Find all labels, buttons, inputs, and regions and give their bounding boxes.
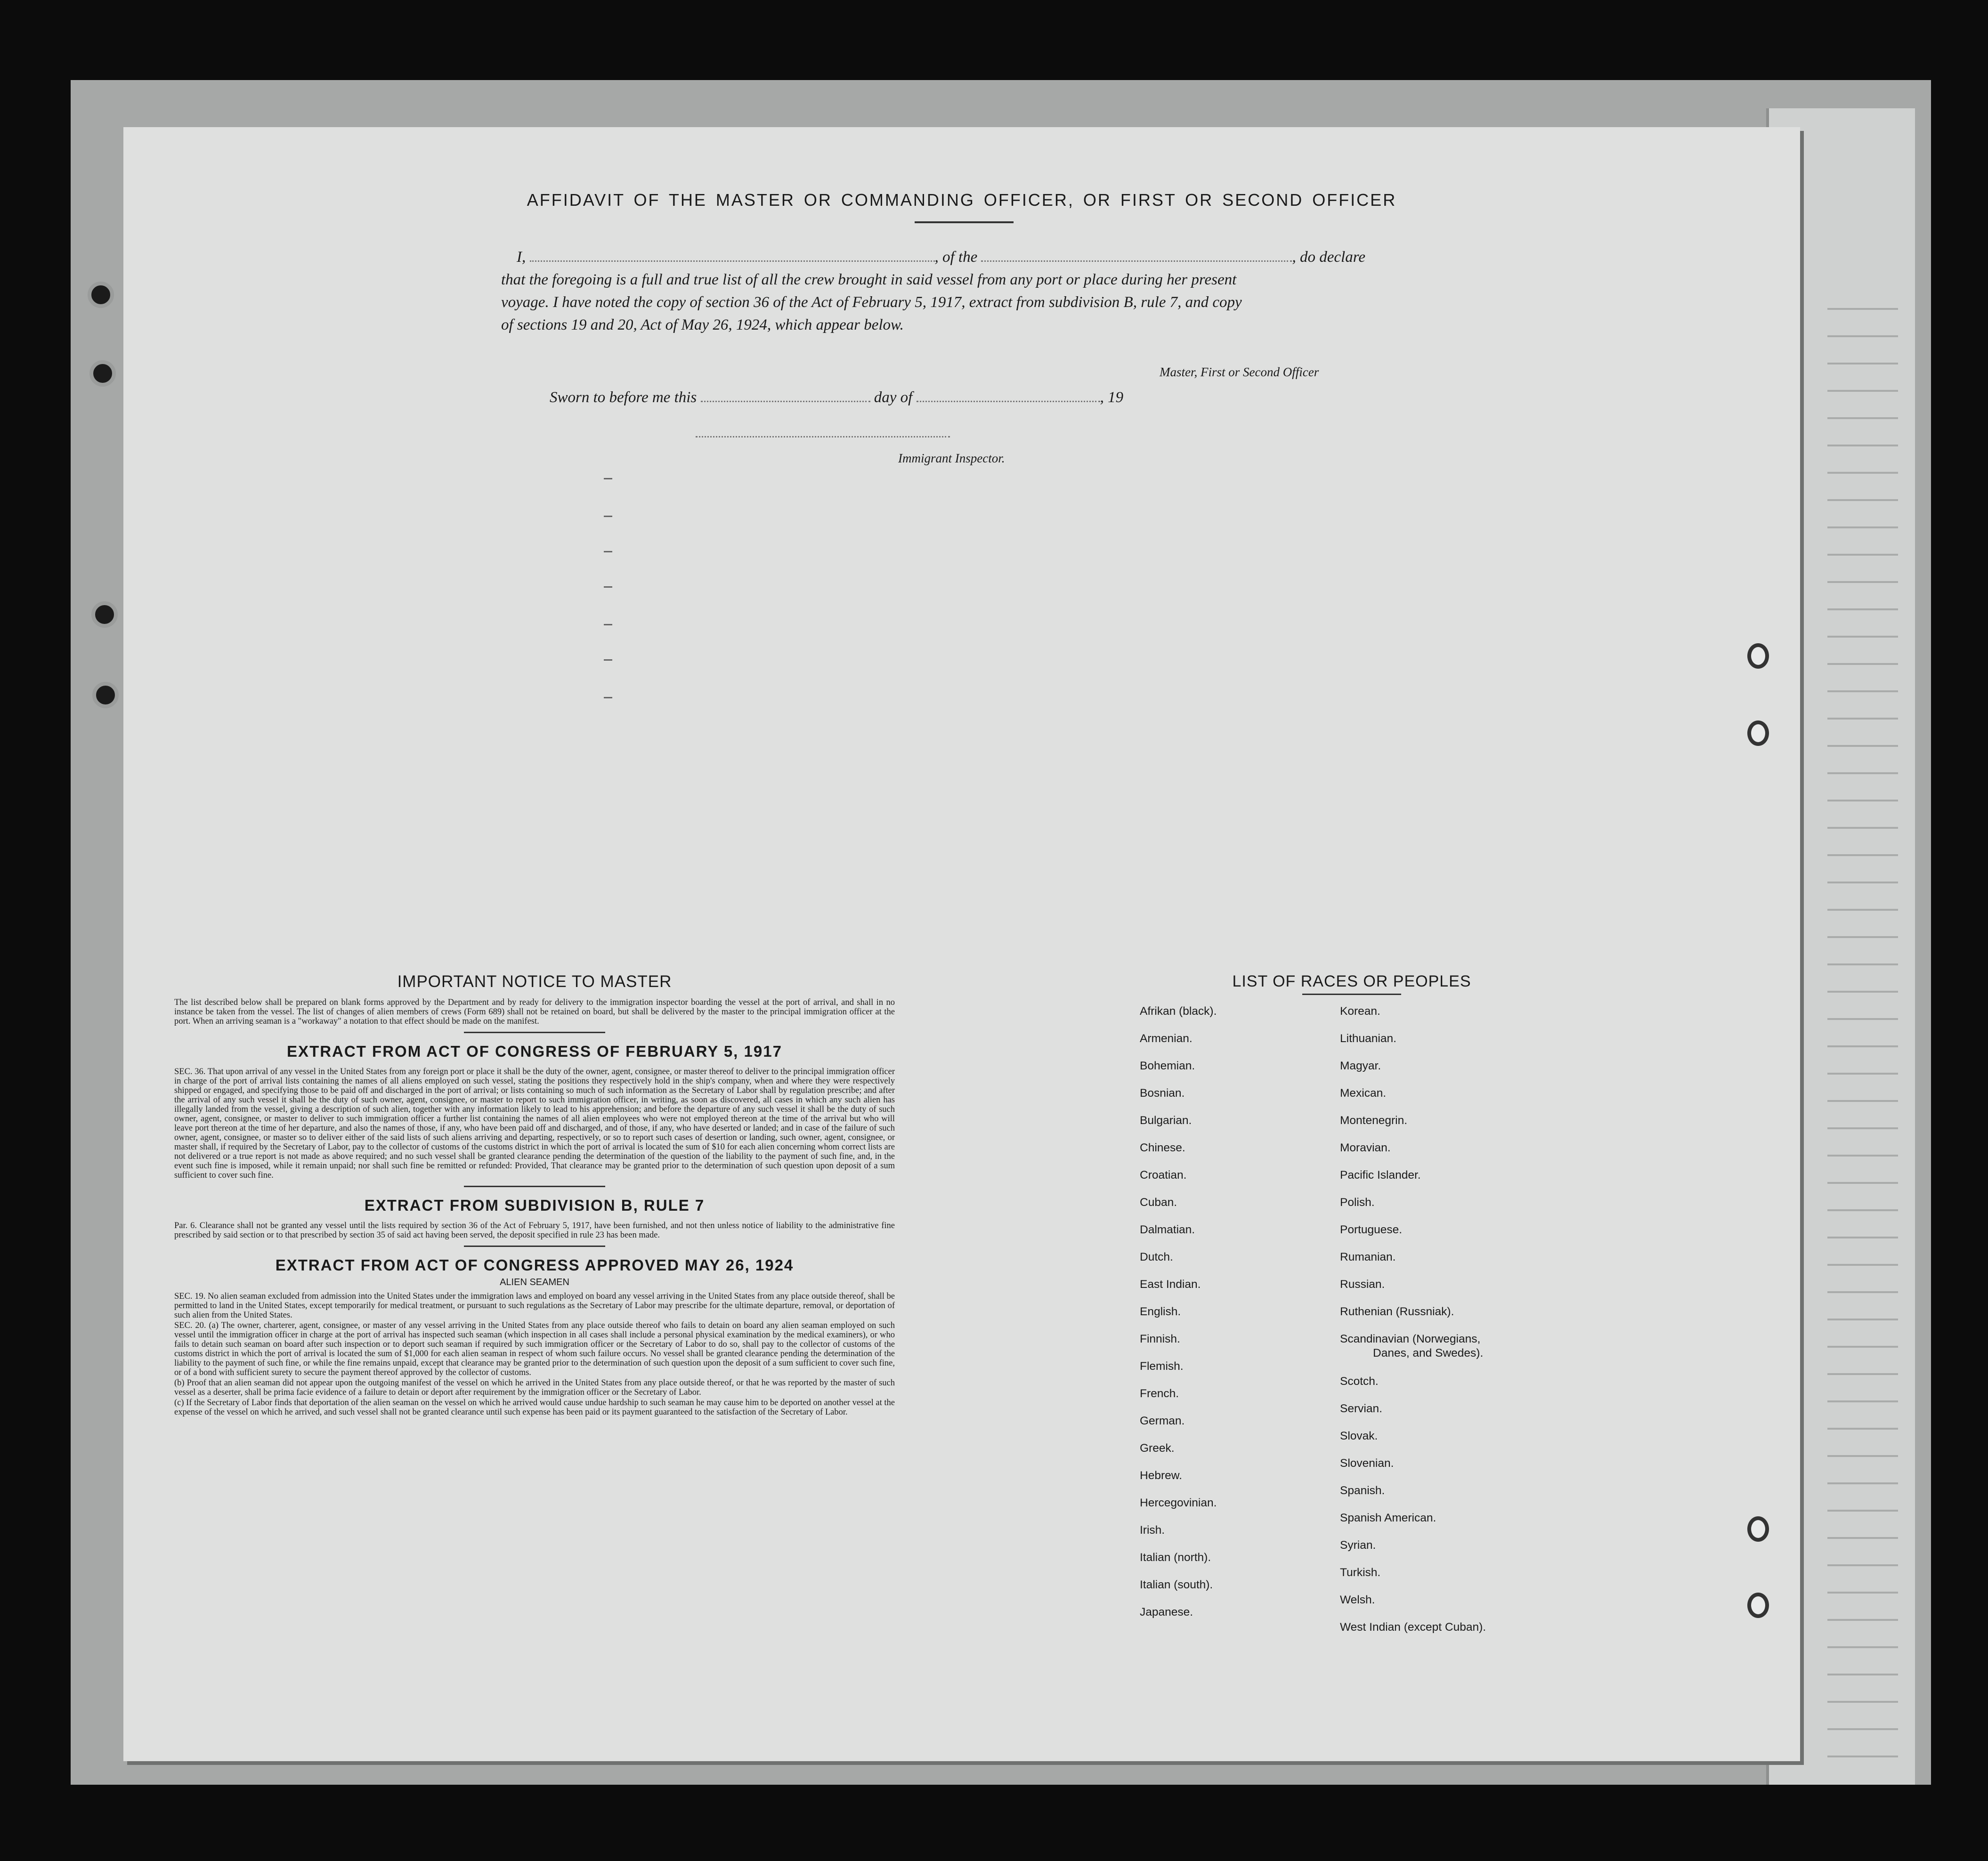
declaration-line-3: voyage. I have noted the copy of section 36 of the Act of February 5, 1917, extract from subdivision B, rule 7, and copy (501, 294, 1242, 311)
margin-tick (604, 697, 612, 698)
ruled-sheet-edge (1827, 283, 1898, 1780)
section-divider (464, 1246, 605, 1247)
race-item: Greek. (1140, 1442, 1175, 1455)
binder-hole (89, 360, 116, 387)
race-item: Italian (north). (1140, 1551, 1211, 1564)
race-item: Moravian. (1340, 1141, 1391, 1154)
race-item: Magyar. (1340, 1060, 1381, 1072)
race-item: Rumanian. (1340, 1251, 1396, 1263)
race-item: Slovenian. (1340, 1456, 1394, 1470)
margin-tick (604, 624, 612, 625)
race-item: Bohemian. (1140, 1060, 1195, 1072)
inspector-signature-field[interactable] (696, 422, 950, 437)
do-declare-label: , do declare (1292, 249, 1365, 266)
declaration-line-4: of sections 19 and 20, Act of May 26, 1924, which appear below. (501, 316, 904, 333)
document-page (123, 127, 1800, 1761)
title-rule (915, 221, 1014, 223)
binder-hole (1747, 643, 1769, 669)
race-item: Croatian. (1140, 1169, 1187, 1181)
margin-tick (604, 586, 612, 588)
races-list (1140, 972, 1564, 1634)
race-item: Finnish. (1140, 1333, 1180, 1345)
race-item: Japanese. (1140, 1606, 1193, 1618)
race-item: Spanish American. (1340, 1511, 1436, 1524)
race-item: Dalmatian. (1140, 1223, 1195, 1236)
binder-hole (1747, 1593, 1769, 1618)
race-item: Spanish. (1340, 1484, 1385, 1497)
declaration-line-2: that the foregoing is a full and true list of all the crew brought in said vessel from any port or place during her present (501, 271, 1237, 288)
race-item: Dutch. (1140, 1251, 1173, 1263)
races-title-rule (1302, 994, 1401, 995)
race-item: Pacific Islander. (1340, 1169, 1421, 1181)
race-item: Bosnian. (1140, 1087, 1185, 1100)
alien-seamen-subtitle: ALIEN SEAMEN (500, 1277, 569, 1287)
declarant-name-field[interactable] (530, 246, 935, 262)
race-item: French. (1140, 1387, 1179, 1400)
race-item: Hercegovinian. (1140, 1497, 1217, 1509)
binder-hole (92, 682, 119, 708)
race-item: Mexican. (1340, 1087, 1387, 1100)
race-item: West Indian (except Cuban). (1340, 1620, 1486, 1634)
race-item: Cuban. (1140, 1196, 1177, 1209)
race-item: Scotch. (1340, 1375, 1379, 1388)
race-item: English. (1140, 1305, 1181, 1318)
race-item: Italian (south). (1140, 1578, 1213, 1591)
margin-tick (604, 478, 612, 479)
race-item: Montenegrin. (1340, 1114, 1408, 1127)
binder-hole (88, 282, 114, 308)
sworn-label: Sworn to before me this (550, 389, 697, 406)
race-item: Irish. (1140, 1524, 1165, 1537)
extract-1924-title: EXTRACT FROM ACT OF CONGRESS APPROVED MAY 26, 1924 (275, 1256, 794, 1274)
race-item: Korean. (1340, 1005, 1380, 1018)
race-item: Welsh. (1340, 1593, 1375, 1606)
sec20a-text: SEC. 20. (a) The owner, charterer, agent, consignee, or master of any vessel arriving in the United States from any place outside thereof who fails to detain on board any alien seaman employed on such vessel until the immigration officer in charge at the port of arrival has inspected such seaman (which inspection in all cases shall include a personal physical examination by the medical examiners), or who fails to detain such seaman on board after such inspection or to deport such seaman if required by such immigration officer or the Secretary of Labor to do so, shall pay to the collector of customs of the customs district in which the port of arrival is located the sum of $1,000 for each alien seaman in respect of whom such failure occurs. No vessel shall be granted clearance pending the determination of the liability to the payment of such fine, or while the fine remains unpaid, except that clearance may be granted prior to the determination of such question upon the deposit of a sum sufficient to cover such fine, or of a bond with sufficient surety to secure the payment thereof approved by the collector of customs. (174, 1321, 895, 1377)
sec20c-text: (c) If the Secretary of Labor finds that deportation of the alien seaman on the vessel on which he arrived would cause undue hardship to such seaman he may cause him to be deported on another vessel at the expense of the vessel on which he arrived, and such vessel shall not be granted clearance until such expense has been paid or its payment guaranteed to the satisfaction of the Secretary of Labor. (174, 1398, 895, 1417)
race-item: Lithuanian. (1340, 1032, 1396, 1045)
rule7-title: EXTRACT FROM SUBDIVISION B, RULE 7 (364, 1197, 705, 1214)
race-item: Servian. (1340, 1402, 1382, 1415)
race-item: Portuguese. (1340, 1223, 1403, 1236)
margin-tick (604, 551, 612, 552)
sworn-month-field[interactable] (917, 387, 1100, 402)
sec19-text: SEC. 19. No alien seaman excluded from admission into the United States under the immigration laws and employed on board any vessel arriving in the United States from any place outside thereof, shall be permitted to land in the United States, except temporarily for medical treatment, or pursuant to such regulations as the Secretary of Labor may prescribe for the ultimate departure, removal, or deportation of such alien from the United States. (174, 1292, 895, 1320)
vessel-name-field[interactable] (981, 246, 1292, 262)
race-item: East Indian. (1140, 1278, 1201, 1291)
rule7-text: Par. 6. Clearance shall not be granted any vessel until the lists required by section 36 of the Act of February 5, 1917, have been furnished, and not then unless notice of liability to the administrative fine prescribed by said section or to that prescribed by section 35 of said act having been served, the deposit specified in rule 23 has been made. (174, 1221, 895, 1240)
extract-1917-text: SEC. 36. That upon arrival of any vessel in the United States from any foreign port or place it shall be the duty of the owner, agent, consignee, or master thereof to deliver to the principal immigration officer in charge of the port of arrival lists containing the names of all aliens employed on such vessel, stating the positions they respectively hold in the ship's company, when and where they were respectively shipped or engaged, and specifying those to be paid off and discharged in the port of arrival; or lists containing so much of such information as the Secretary of Labor shall by regulation prescribe; and after the arrival of any such vessel it shall be the duty of such owner, agent, consignee, or master to report to such immigration officer, in writing, as soon as discovered, all cases in which any such alien has illegally landed from the vessel, giving a description of such alien, together with any information likely to lead to his apprehension; and before the departure of any such vessel it shall be the duty of such owner, agent, consignee, or master to deliver to such immigration officer a further list containing the names of all alien employees who were not employed thereon at the time of the arrival but who will leave port thereon at the time of her departure, and also the names of those, if any, who have been paid off and discharged, and of those, if any, who have deserted or landed; and in case of the failure of such owner, agent, consignee, or master so to deliver either of the said lists of such aliens arriving and departing, respectively, or so to report such cases of desertion or landing, such owner, agent, consignee, or master shall, if required by the Secretary of Labor, pay to the collector of customs of the customs district in which the port of arrival is located the sum of $10 for each alien concerning whom correct lists are not delivered or a true report is not made as above required; and no such vessel shall be granted clearance pending the determination of the question of the liability to the payment of such fine, and, in the event such fine is imposed, while it remain unpaid; nor shall such fine be remitted or refunded: Provided, That clearance may be granted prior to the determination of such question upon deposit of a sum sufficient to cover such fine. (174, 1067, 895, 1180)
race-item: Hebrew. (1140, 1469, 1182, 1482)
of-the-label: , of the (934, 249, 978, 266)
race-item: Danes, and Swedes). (1373, 1347, 1484, 1359)
margin-tick (604, 516, 612, 517)
sworn-line (550, 386, 1350, 409)
section-divider (464, 1032, 605, 1033)
extract-1917-title: EXTRACT FROM ACT OF CONGRESS OF FEBRUARY 5, 1917 (287, 1043, 782, 1060)
races-title: LIST OF RACES OR PEOPLES (1232, 972, 1471, 990)
day-of-label: day of (874, 389, 913, 406)
race-item: Turkish. (1340, 1566, 1381, 1579)
master-signature-label: Master, First or Second Officer (1160, 365, 1319, 379)
year-label: , 19 (1100, 389, 1124, 406)
declarant-prefix: I, (517, 249, 526, 266)
margin-tick (604, 659, 612, 661)
binder-hole (91, 601, 118, 628)
binder-hole (1747, 720, 1769, 746)
race-item: Russian. (1340, 1278, 1385, 1291)
race-item: Syrian. (1340, 1538, 1376, 1552)
race-item: Polish. (1340, 1196, 1375, 1209)
race-item: German. (1140, 1415, 1185, 1427)
race-item: Armenian. (1140, 1032, 1193, 1045)
affidavit-title: AFFIDAVIT OF THE MASTER OR COMMANDING OFFICER, OR FIRST OR SECOND OFFICER (527, 190, 1397, 210)
legal-notices-column (174, 972, 895, 1421)
sec20b-text: (b) Proof that an alien seaman did not appear upon the outgoing manifest of the vessel on which he arrived in the United States from any place outside thereof, or that he was reported by the master of such vessel as a deserter, shall be prima facie evidence of a failure to detain or deport after requirement by the immigration officer or the Secretary of Labor. (174, 1378, 895, 1397)
sworn-day-field[interactable] (701, 387, 870, 402)
binder-hole (1747, 1516, 1769, 1542)
declaration-line-1 (517, 246, 1553, 268)
race-item: Afrikan (black). (1140, 1005, 1217, 1018)
inspector-label: Immigrant Inspector. (898, 451, 1005, 465)
race-item: Scandinavian (Norwegians, (1340, 1333, 1481, 1345)
section-divider (464, 1186, 605, 1187)
notice-title: IMPORTANT NOTICE TO MASTER (397, 972, 672, 991)
race-item: Ruthenian (Russniak). (1340, 1305, 1454, 1318)
race-item: Bulgarian. (1140, 1114, 1192, 1127)
race-item: Flemish. (1140, 1360, 1184, 1373)
notice-text: The list described below shall be prepared on blank forms approved by the Department and by ready for delivery to the immigration inspector boarding the vessel at the port of arrival, and shall in no instance be taken from the vessel. The list of changes of alien members of crews (Form 689) shall not be retained on board, but shall be delivered by the master to the principal immigration officer at the port. When an arriving seaman is a "workaway" a notation to that effect should be made on the manifest. (174, 998, 895, 1026)
race-item: Chinese. (1140, 1141, 1185, 1154)
race-item: Slovak. (1340, 1429, 1378, 1442)
